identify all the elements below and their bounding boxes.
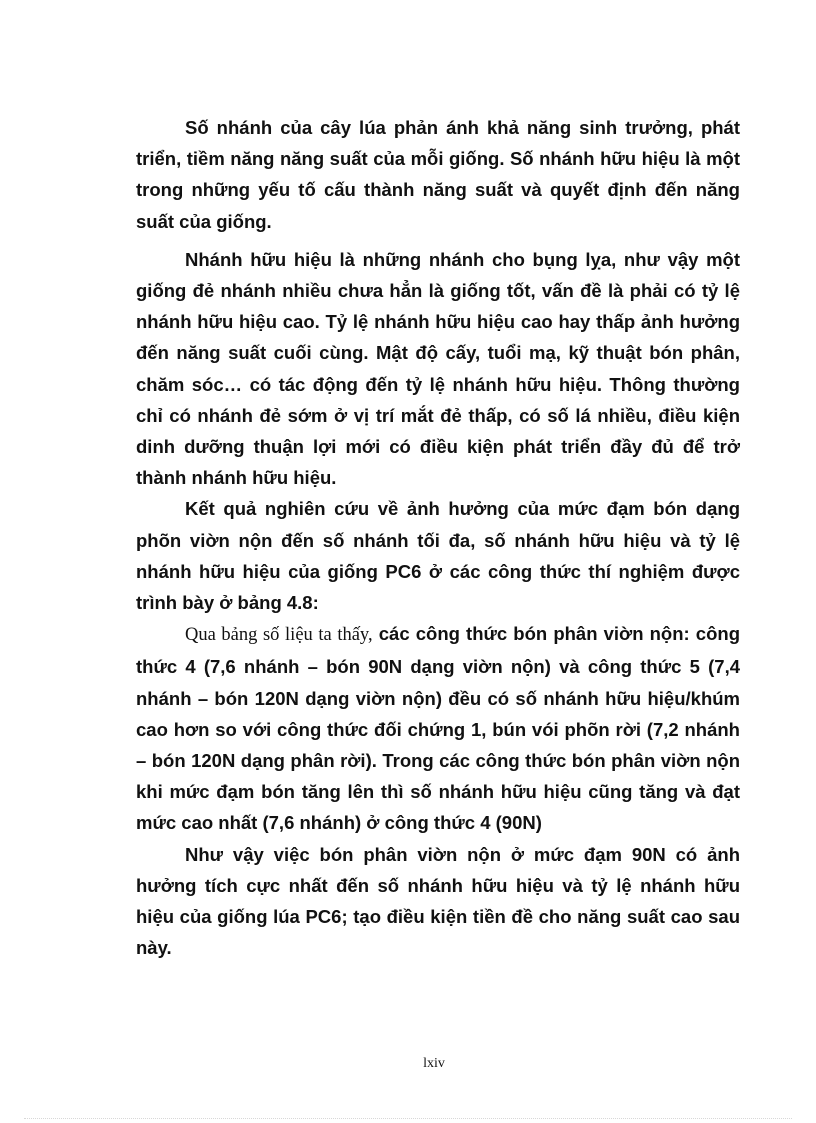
paragraph-3: Kết quả nghiên cứu về ảnh hưởng của mức đạm bón dạng phõn viờn nộn đến số nhánh tối đa, số nhánh hữu hiệu và tỷ lệ nhánh hữu hiệu của giống PC6 ở các công thức thí nghiệm được trình bày ở bảng 4.8:: [136, 498, 740, 614]
paragraph-4-lead: Qua bảng số liệu ta thấy,: [185, 625, 373, 646]
body-text: [136, 112, 740, 963]
page-bottom-divider: [24, 1118, 792, 1119]
paragraph-1: Số nhánh của cây lúa phản ánh khả năng sinh trưởng, phát triển, tiềm năng năng suất của mỗi giống. Số nhánh hữu hiệu là một trong những yếu tố cấu thành năng suất và quyết định đến năng suất của giống.: [136, 117, 740, 232]
paragraph-4-body: các công thức bón phân viờn nộn: công thức 4 (7,6 nhánh – bón 90N dạng viờn nộn) và công thức 5 (7,4 nhánh – bón 120N dạng viờn nộn) đều có số nhánh hữu hiệu/khúm cao hơn so với công thức đối chứng 1, bún vói phõn rời (7,2 nhánh – bón 120N dạng phân rời). Trong các công thức bón phân viờn nộn khi mức đạm bón tăng lên thì số nhánh hữu hiệu cũng tăng và đạt mức cao nhất (7,6 nhánh) ở công thức 4 (90N): [136, 623, 740, 834]
paragraph-2: Nhánh hữu hiệu là những nhánh cho bụng lỵa, như vậy một giống đẻ nhánh nhiều chưa hẳn là giống tốt, vấn đề là phải có tỷ lệ nhánh hữu hiệu cao. Tỷ lệ nhánh hữu hiệu cao hay thấp ảnh hưởng đến năng suất cuối cùng. Mật độ cấy, tuổi mạ, kỹ thuật bón phân, chăm sóc… có tác động đến tỷ lệ nhánh hữu hiệu. Thông thường chỉ có nhánh đẻ sớm ở vị trí mắt đẻ thấp, có số lá nhiều, điều kiện dinh dưỡng thuận lợi mới có điều kiện phát triển đầy đủ để trở thành nhánh hữu hiệu.: [136, 248, 740, 489]
paragraph-5: Như vậy việc bón phân viờn nộn ở mức đạm 90N có ảnh hưởng tích cực nhất đến số nhánh hữu hiệu và tỷ lệ nhánh hữu hiệu của giống lúa PC6; tạo điều kiện tiền đề cho năng suất cao sau này.: [136, 843, 740, 959]
page-number: lxiv: [423, 1056, 445, 1071]
paragraph-4: [136, 618, 740, 838]
